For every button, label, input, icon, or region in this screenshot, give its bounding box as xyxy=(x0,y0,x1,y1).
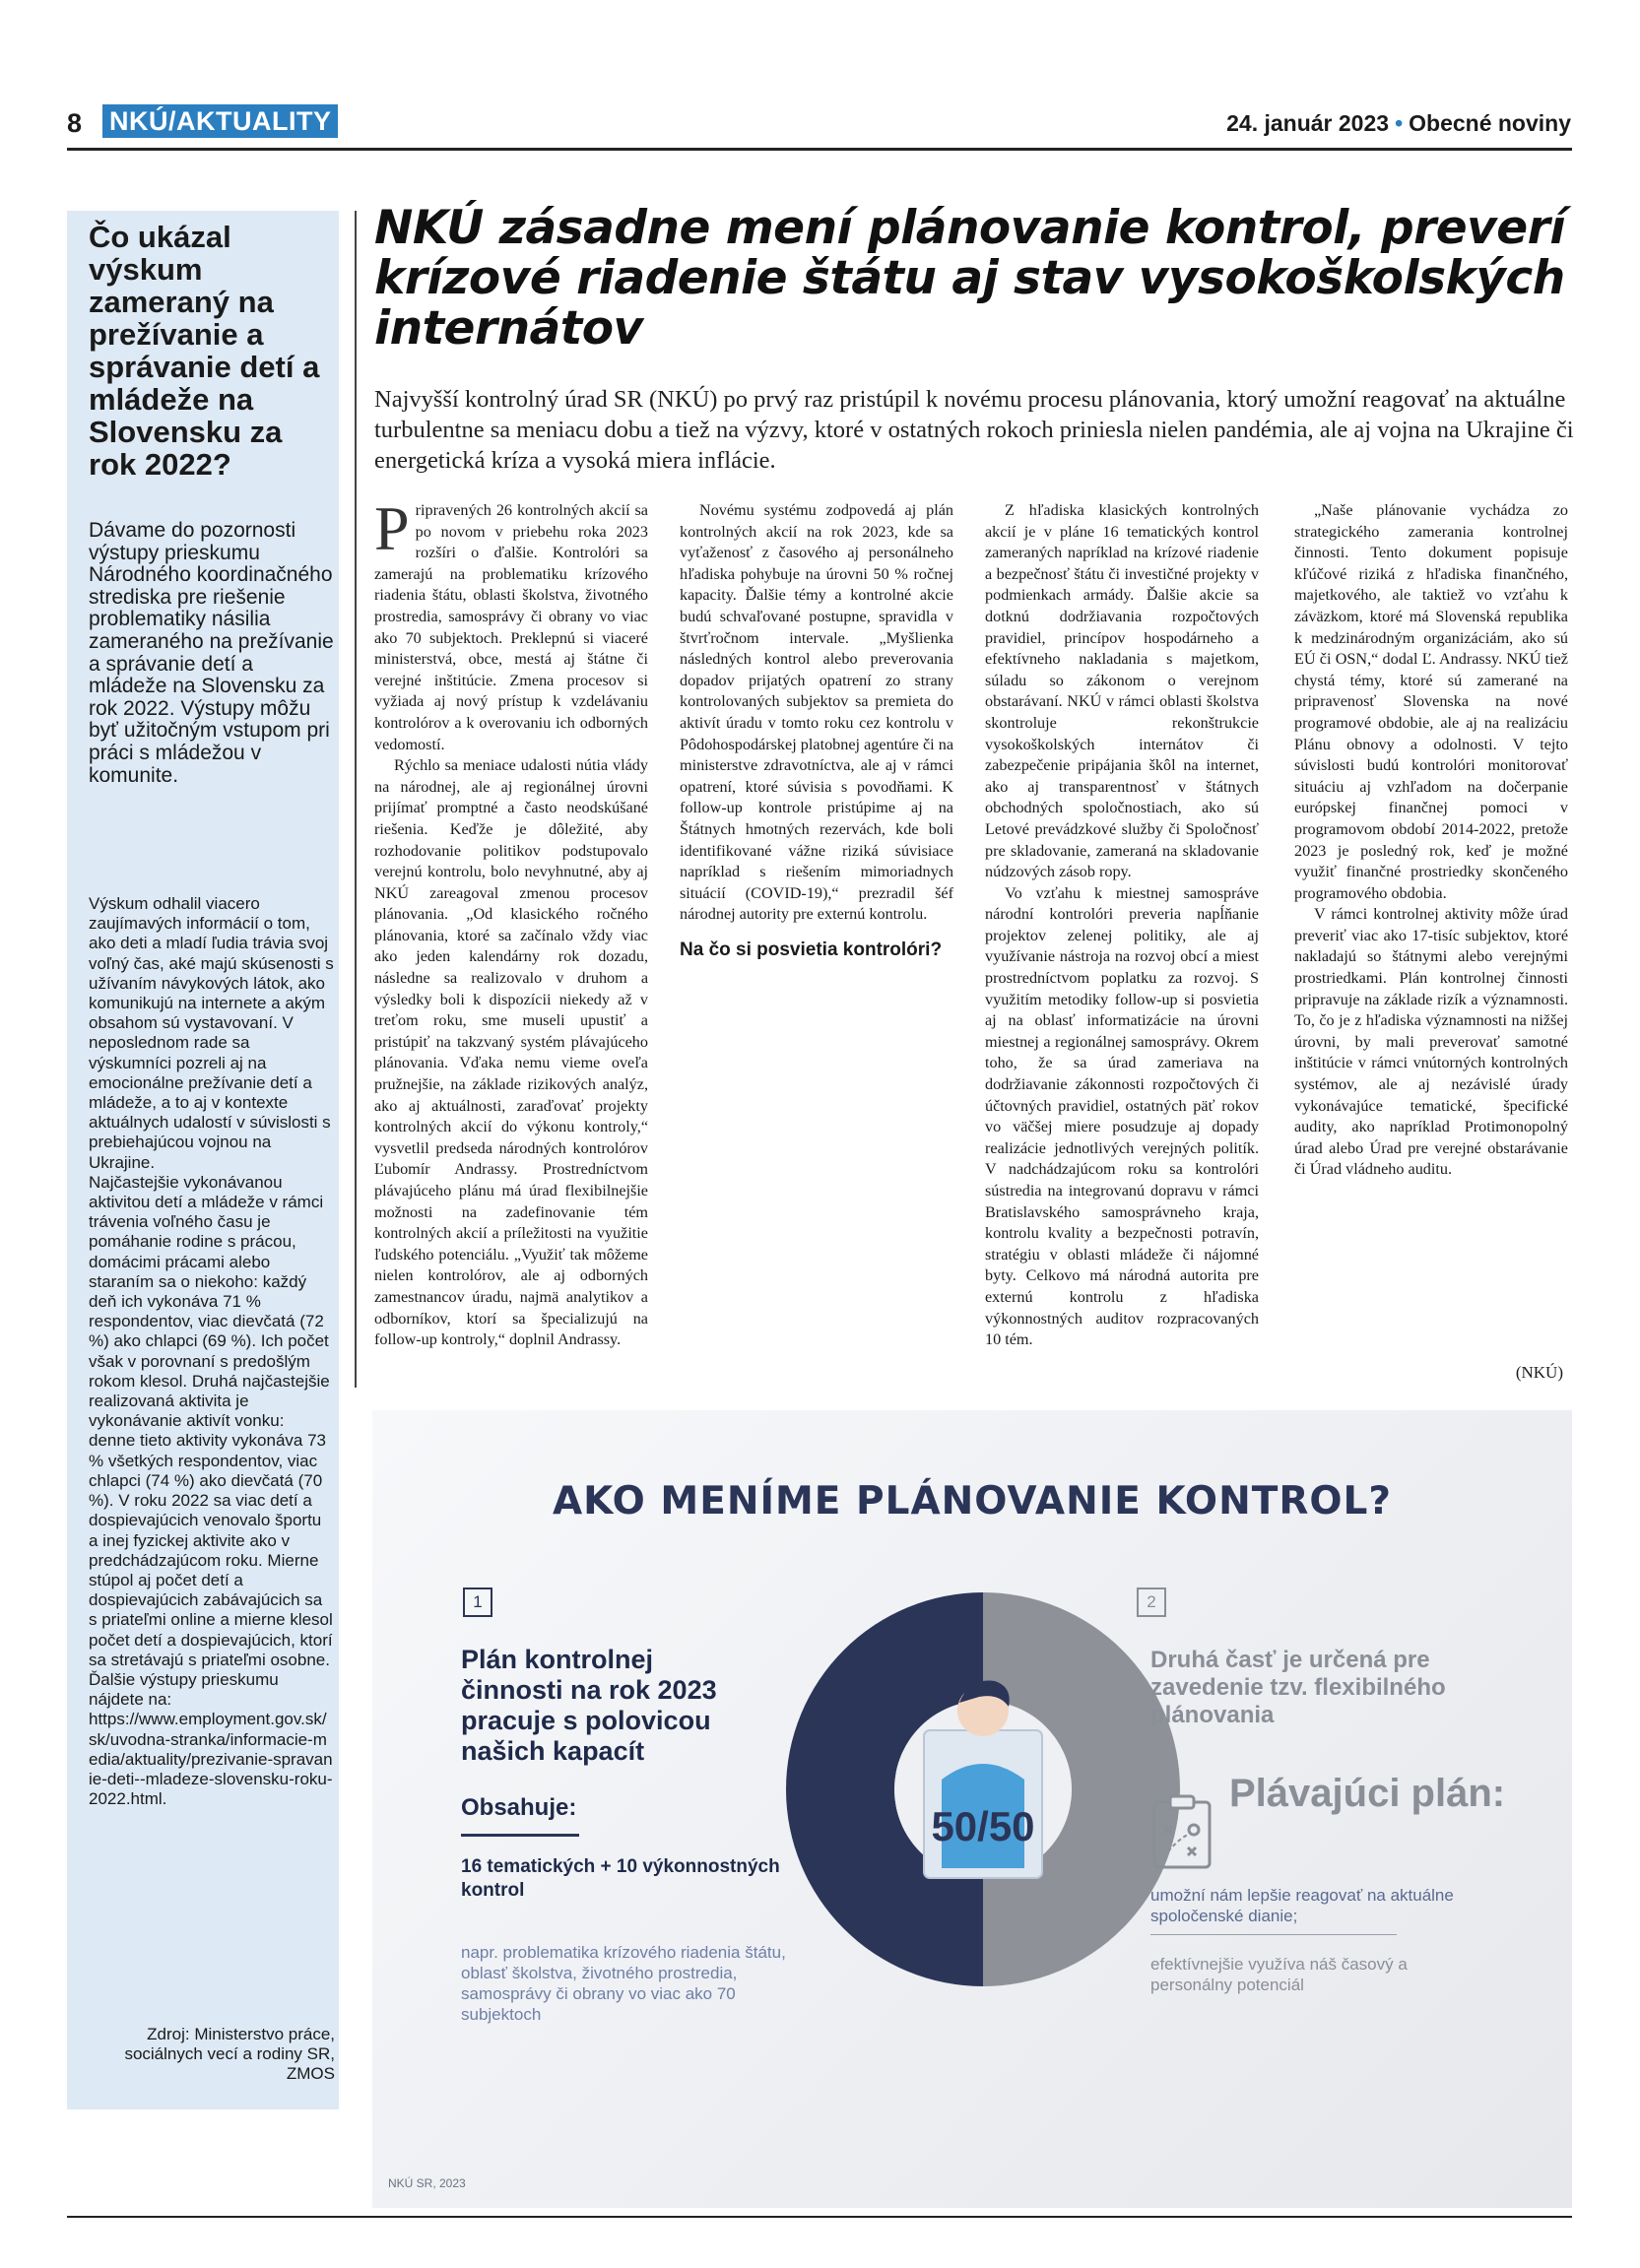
bottom-rule xyxy=(67,2216,1572,2218)
article-paragraph: Rýchlo sa meniace udalosti nútia vlády na národnej, ale aj regionálnej úrovni prijímať promptné a často neodskúšané riešenia. Keďže je dôležité, aby rozhodovanie politikov podstupovalo verejnú kontrolu, bolo nevyhnutné, aby aj NKÚ zareagoval zmenou procesov plánovania. „Od klasického ročného plánovania, ktoré sa začínalo vždy viac ako jeden kalendárny rok dozadu, následne sa realizovalo v druhom a výsledky boli k dispozícii niekedy až v treťom roku, sme museli upustiť a pristúpiť na takzvaný systém plávajúceho plánovania. Vďaka nemu vieme oveľa pružnejšie, na základe rizikových analýz, ako aj aktuálnosti, zaraďovať projekty kontrolných akcií do výkonu kontroly,“ vysvetlil predseda národných kontrolórov Ľubomír Andrassy. Prostredníctvom plávajúceho plánu má úrad flexibilnejšie možnosti na zadefinovanie tém kontrolných akcií a príležitosti na využitie ľudského potenciálu. „Využiť tak môžeme nielen kontrolórov, ale aj odborných zamestnancov úradu, najmä analytikov a odborníkov, ktorí sa špecializujú na follow-up kontroly,“ doplnil Andrassy. xyxy=(374,756,648,1349)
article-paragraph: V rámci kontrolnej aktivity môže úrad preveriť viac ako 17-tisíc subjektov, ktoré nakladajú so štátnymi alebo verejnými prostriedkami. Plán kontrolnej činnosti pripravuje na základe rizík a významnosti. To, čo je z hľadiska významnosti na nižšej úrovni, by mali preverovať samotné inštitúcie v rámci vnútorných kontrolných systémov, ale aj nezávislé úrady vykonávajúce tematické, špecifické audity, ako napríklad Protimonopolný úrad alebo Úrad pre verejné obstarávanie či Úrad vládneho auditu. xyxy=(1294,905,1568,1179)
sidebar-paragraph: Ďalšie výstupy prieskumu nájdete na: xyxy=(89,1669,279,1710)
article-paragraph: Vo vzťahu k miestnej samospráve národní kontrolóri preveria napĺňanie projektov zelenej politiky, ale aj využívanie nástroja na rozvoj obcí a miest prostredníctvom poplatku za rozvoj. S využitím metodiky follow-up si posvietia aj na oblasť informatizácie na úrovni miestnej a regionálnej samosprávy. Okrem toho, že sa úrad zameriava na dodržiavanie zákonnosti rozpočtových či účtovných pravidiel, ostatných päť rokov vo väčšej miere posudzuje aj dopady realizácie jednotlivých verejných politík. V nadchádzajúcom roku sa kontrolóri sústredia na integrovanú dopravu v rámci Bratislavského samosprávneho kraja, kontrolu kvality a bezpečnosti potravín, stratégiu v oblasti mládeže či nájomné byty. Celkovo má národná autorita pre externú kontrolu z hľadiska výkonnostných auditov rozpracovaných 10 tém. xyxy=(985,883,1259,1349)
header-dateline xyxy=(1226,106,1571,140)
issue-date: 24. január 2023 xyxy=(1226,110,1390,136)
infographic-title: AKO MENÍME PLÁNOVANIE KONTROL? xyxy=(553,1479,1392,1523)
drop-cap: P xyxy=(374,493,410,563)
section-tag: NKÚ/AKTUALITY xyxy=(102,104,338,138)
clipboard-icon xyxy=(1150,1792,1214,1871)
article-paragraph: „Naše plánovanie vychádza zo strategického zamerania kontrolnej činnosti. Tento dokument popisuje kľúčové riziká z hľadiska finančného, majetkového, ale taktiež vo vzťahu k záväzkom, ktoré má Slovenská republika k medzinárodným organizáciám, ako sú EÚ či OSN,“ dodal Ľ. Andrassy. NKÚ tiež chystá témy, ktoré sú zamerané na pripravenosť Slovenska na nové programové obdobie, ale aj na realizáciu Plánu obnovy a odolnosti. V tejto súvislosti budú kontrolóri monitorovať situáciu aj vzhľadom na dočerpanie európskej finančnej pomoci v programovom období 2014-2022, pretože 2023 je posledný rok, keď je možné využiť finančné prostriedky skončeného programového obdobia. xyxy=(1294,501,1568,902)
ratio-label: 50/50 xyxy=(931,1803,1035,1849)
article-paragraph: Z hľadiska klasických kontrolných akcií je v pláne 16 tematických kontrol zameraných napríklad na krízové riadenie a bezpečnosť štátu či investičné projekty v podmienkach armády. Ďalšie akcie sa dotknú dodržiavania rozpočtových pravidiel, princípov hospodárneho a efektívneho nakladania s majetkom, súladu so zákonom o verejnom obstarávaní. NKÚ v rámci oblasti školstva skontroluje rekonštrukcie vysokoškolských internátov či zabezpečenie pripájania škôl na internet, ako aj transparentnosť v štátnych obchodných spoločnostiach, ako sú Letové prevádzkové služby či Spoločnosť pre skladovanie, zameraná na skladovanie núdzových zásob ropy. xyxy=(985,501,1259,881)
benefit-divider xyxy=(1150,1934,1397,1935)
sidebar-intro: Dávame do pozornosti výstupy prieskumu Národného koordinačného strediska pre riešenie problematiky násilia zameraného na prežívanie a správanie detí a mládeže na Slovensku za rok 2022. Výstupy môžu byť užitočným vstupom pri práci s mládežou v komunite. xyxy=(89,519,334,787)
plan-heading: Plán kontrolnej činnosti na rok 2023 pracuje s polovicou našich kapacít xyxy=(461,1645,717,1766)
header-rule xyxy=(67,148,1572,151)
sidebar-question: Čo ukázal výskum zameraný na prežívanie a správanie detí a mládeže na Slovensku za rok 2022? xyxy=(89,220,320,482)
article-column-1 xyxy=(374,493,648,1351)
sidebar-paragraph: Najčastejšie vykonávanou aktivitou detí a mládeže v rámci trávenia voľného času je pomáhanie rodine s prácou, domácimi prácami alebo staraním sa o niekoho: každý deň ich vykonáva 71 % respondentov, viac dievčatá (72 %) ako chlapci (69 %). Ich počet však v porovnaní s predošlým rokom klesol. Druhá najčastejšie realizovaná aktivita je vykonávanie aktivít vonku: denne tieto aktivity vykonáva 73 % všetkých respondentov, viac chlapci (74 %) ako dievčatá (70 %). V roku 2022 sa viac detí a dospievajúcich venovalo športu a inej fyzickej aktivite ako v predchádzajúcom roku. Mierne stúpol aj počet detí a dospievajúcich zabávajúcich sa s priateľmi online a mierne klesol počet detí a dospievajúcich, ktorí sa stretávajú s priateľmi osobne. xyxy=(89,1172,333,1669)
article-column-2 xyxy=(680,500,953,971)
article-paragraph: Pripravených 26 kontrolných akcií sa po novom v priebehu roka 2023 rozšíri o ďalšie. Kontrolóri sa zamerajú na problematiku krízového riadenia štátu, oblasti školstva, životného prostredia, samosprávy či obrany vo viac ako 70 subjektoch. Preklepnú si viaceré ministerstvá, obce, mestá aj štátne či verejné inštitúcie. Zmena procesov si vyžiada aj nový prístup k vzdelávaniu kontrolórov a k overovaniu ich odborných vedomostí. xyxy=(374,493,648,753)
step-number-2: 2 xyxy=(1137,1588,1166,1617)
column-divider xyxy=(355,211,357,1388)
sidebar-body xyxy=(89,894,335,1809)
sidebar-source: Zdroj: Ministerstvo práce, sociálnych vecí a rodiny SR, ZMOS xyxy=(124,2025,335,2083)
article-column-4 xyxy=(1294,500,1568,1181)
article-paragraph: Novému systému zodpovedá aj plán kontrolných akcií na rok 2023, kde sa vyťaženosť z časového aj personálneho hľadiska pohybuje na úrovni 50 % ročnej kapacity. Ďalšie témy a kontrolné akcie budú schvaľované postupne, spravidla v štvrťročnom intervale. „Myšlienka následných kontrol alebo preverovania dopadov prijatých opatrení zo strany kontrolovaných subjektov sa premieta do aktivít úradu v tomto roku cez kontrolu v Pôdohospodárskej platobnej agentúre či na ministerstve zdravotníctva, ale aj v rámci opatrení, ktoré súvisia s povodňami. K follow-up kontrole pristúpime aj na Štátnych hmotných rezervách, kde boli identifikované vážne riziká súvisiace napríklad s riešením mimoriadnych situácií (COVID-19),“ prezradil šéf národnej autority pre externú kontrolu. xyxy=(680,501,953,924)
article-byline: (NKÚ) xyxy=(1515,1363,1563,1382)
sidebar-url: https://www.employment.gov.sk/sk/uvodna-stranka/informacie-media/aktuality/prezivanie-spravanie-deti--mladeze-slovensku-roku-2022.html. xyxy=(89,1710,333,1809)
page-number: 8 xyxy=(67,108,83,138)
article-headline: NKÚ zásadne mení plánovanie kontrol, preverí krízové riadenie štátu aj stav vysokoškolských internátov xyxy=(374,201,1565,356)
separator-dot: • xyxy=(1395,110,1404,136)
infographic xyxy=(372,1410,1572,2208)
contains-label: Obsahuje: xyxy=(461,1794,577,1821)
publication-name: Obecné noviny xyxy=(1409,110,1571,136)
article-subhead: Na čo si posvietia kontrolóri? xyxy=(680,939,943,960)
infographic-credit: NKÚ SR, 2023 xyxy=(388,2176,466,2190)
plan-note: napr. problematika krízového riadenia štátu, oblasť školstva, životného prostredia, samosprávy či obrany vo viac ako 70 subjektoch xyxy=(461,1943,786,2024)
donut-chart xyxy=(776,1583,1190,1996)
floating-plan-title: Plávajúci plán: xyxy=(1229,1772,1506,1815)
control-count: 16 tematických + 10 výkonnostných kontrol xyxy=(461,1856,780,1901)
contains-underline xyxy=(461,1834,579,1837)
floating-plan-benefit-2: efektívnejšie využíva náš časový a personálny potenciál xyxy=(1150,1955,1408,1994)
article-lead: Najvyšší kontrolný úrad SR (NKÚ) po prvý raz pristúpil k novému procesu plánovania, ktorý umožní reagovať na aktuálne turbulentne sa meniacu dobu a tiež na výzvy, ktoré v ostatných rokoch priniesla nielen pandémia, ale aj vojna na Ukrajine či energetická kríza a vysoká miera inflácie. xyxy=(374,386,1574,474)
sidebar-paragraph: Výskum odhalil viacero zaujímavých informácií o tom, ako deti a mladí ľudia trávia svoj voľný čas, aké majú skúsenosti s užívaním návykových látok, ako komunikujú na internete a akým obsahom sú vystavovaní. V neposlednom rade sa výskumníci pozreli aj na emocionálne prežívanie detí a mládeže, a to aj v kontexte aktuálnych udalostí v súvislosti s prebiehajúcou vojnou na Ukrajine. xyxy=(89,894,334,1172)
step-number-1: 1 xyxy=(463,1588,492,1617)
flexible-heading: Druhá časť je určená pre zavedenie tzv. flexibilného plánovania xyxy=(1150,1647,1446,1728)
article-column-3 xyxy=(985,500,1259,1351)
floating-plan-benefit-1: umožní nám lepšie reagovať na aktuálne spoločenské dianie; xyxy=(1150,1886,1454,1925)
